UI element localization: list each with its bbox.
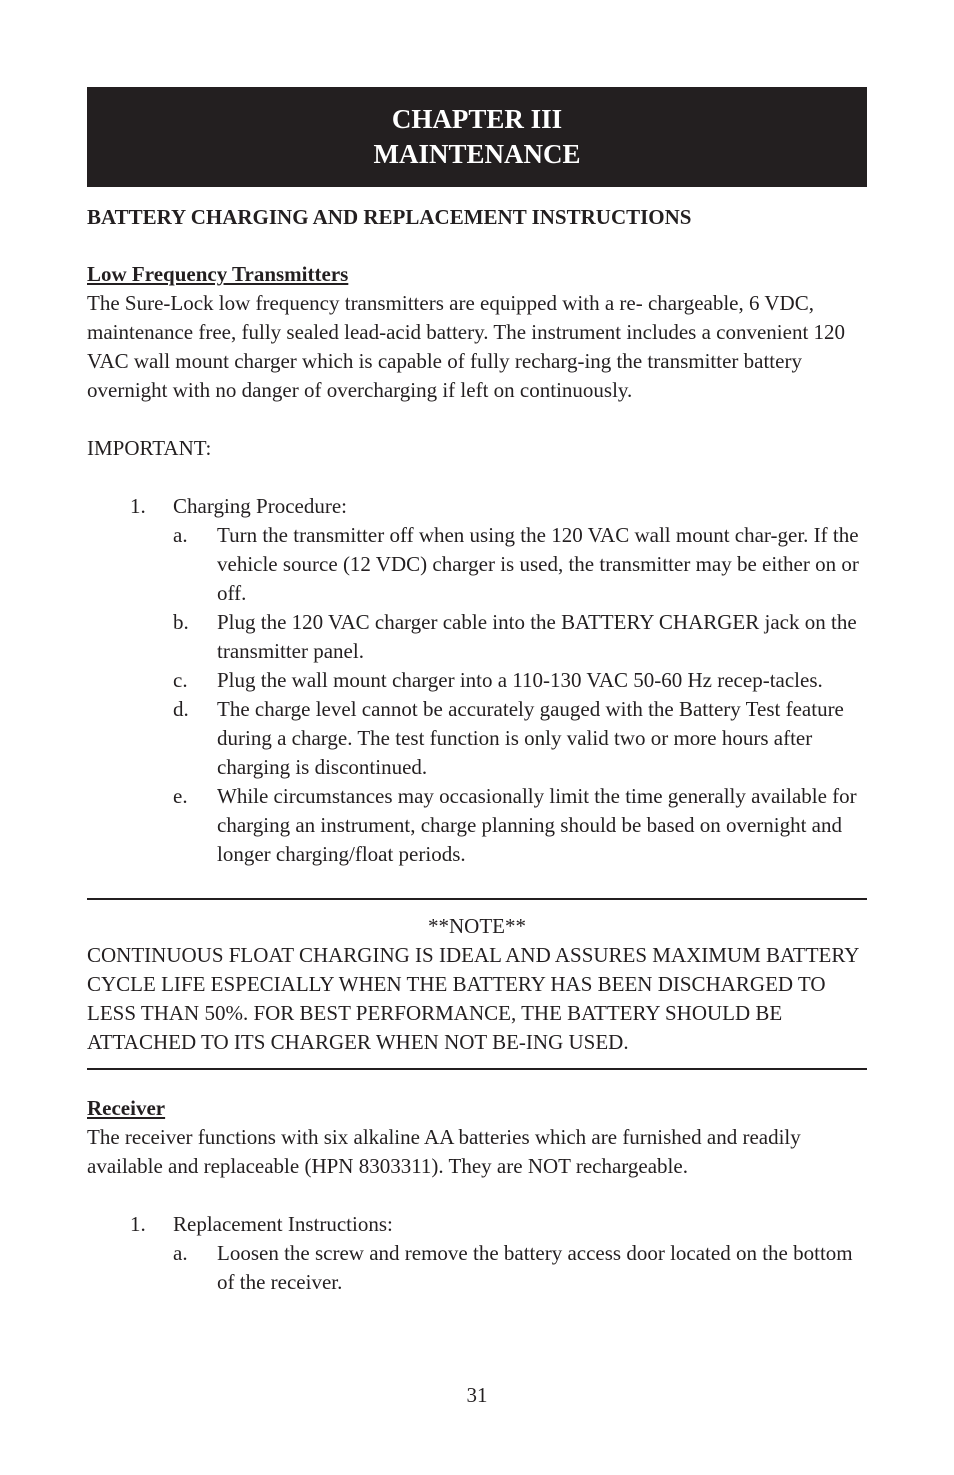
list-item (87, 1239, 867, 1297)
note-text: CONTINUOUS FLOAT CHARGING IS IDEAL AND ASSURES MAXIMUM BATTERY CYCLE LIFE ESPECIALLY WHEN THE BATTERY HAS BEEN DISCHARGED TO LESS THAN 50%. FOR BEST PERFORMANCE, THE BATTERY SHOULD BE ATTACHED TO ITS CHARGER WHEN NOT BE-ING USED. (87, 943, 859, 1054)
item-text: While circumstances may occasionally limit the time generally available for charging an instrument, charge planning should be based on overnight and longer charging/float periods. (217, 784, 857, 866)
list-title: Charging Procedure: (173, 494, 347, 518)
page-content (87, 202, 867, 1297)
receiver-heading: Receiver (87, 1096, 166, 1120)
item-letter: e. (173, 784, 188, 808)
list-item (87, 521, 867, 608)
item-letter: a. (173, 1241, 188, 1265)
item-letter: c. (173, 668, 188, 692)
list-item (87, 782, 867, 869)
item-letter: b. (173, 610, 189, 634)
list-item (87, 666, 867, 695)
low-frequency-heading: Low Frequency Transmitters (87, 262, 349, 286)
item-text: Turn the transmitter off when using the 120 VAC wall mount char-ger. If the vehicle source (12 VDC) charger is used, the transmitter may be either on or off. (217, 523, 859, 605)
list-number: 1. (130, 1212, 146, 1236)
replacement-instructions-item (87, 1210, 867, 1239)
chapter-banner (87, 87, 867, 187)
list-number: 1. (130, 494, 146, 518)
item-text: The charge level cannot be accurately gauged with the Battery Test feature during a charge. The test function is only valid two or more hours after charging is discontinued. (217, 697, 844, 779)
item-text: Plug the 120 VAC charger cable into the BATTERY CHARGER jack on the transmitter panel. (217, 610, 857, 663)
list-item (87, 695, 867, 782)
low-frequency-paragraph: The Sure-Lock low frequency transmitters are equipped with a re- chargeable, 6 VDC, maintenance free, fully sealed lead-acid battery. The instrument includes a convenient 120 VAC wall mount charger which is capable of fully recharg-ing the transmitter battery overnight with no danger of overcharging if left on continuously. (87, 291, 846, 402)
item-letter: d. (173, 697, 189, 721)
list-item (87, 608, 867, 666)
charging-procedure-item (87, 492, 867, 521)
section-heading: BATTERY CHARGING AND REPLACEMENT INSTRUCTIONS (87, 205, 692, 229)
chapter-title: MAINTENANCE (373, 139, 581, 169)
receiver-paragraph: The receiver functions with six alkaline AA batteries which are furnished and readily available and replaceable (HPN 8303311). They are NOT rechargeable. (87, 1125, 801, 1178)
chapter-number: CHAPTER III (391, 104, 563, 134)
list-title: Replacement Instructions: (173, 1212, 393, 1236)
item-text: Plug the wall mount charger into a 110-130 VAC 50-60 Hz recep-tacles. (217, 668, 823, 692)
note-title: **NOTE** (428, 914, 526, 938)
page-number: 31 (466, 1383, 488, 1407)
important-label: IMPORTANT: (87, 436, 212, 460)
item-text: Loosen the screw and remove the battery access door located on the bottom of the receiver. (217, 1241, 853, 1294)
item-letter: a. (173, 523, 188, 547)
